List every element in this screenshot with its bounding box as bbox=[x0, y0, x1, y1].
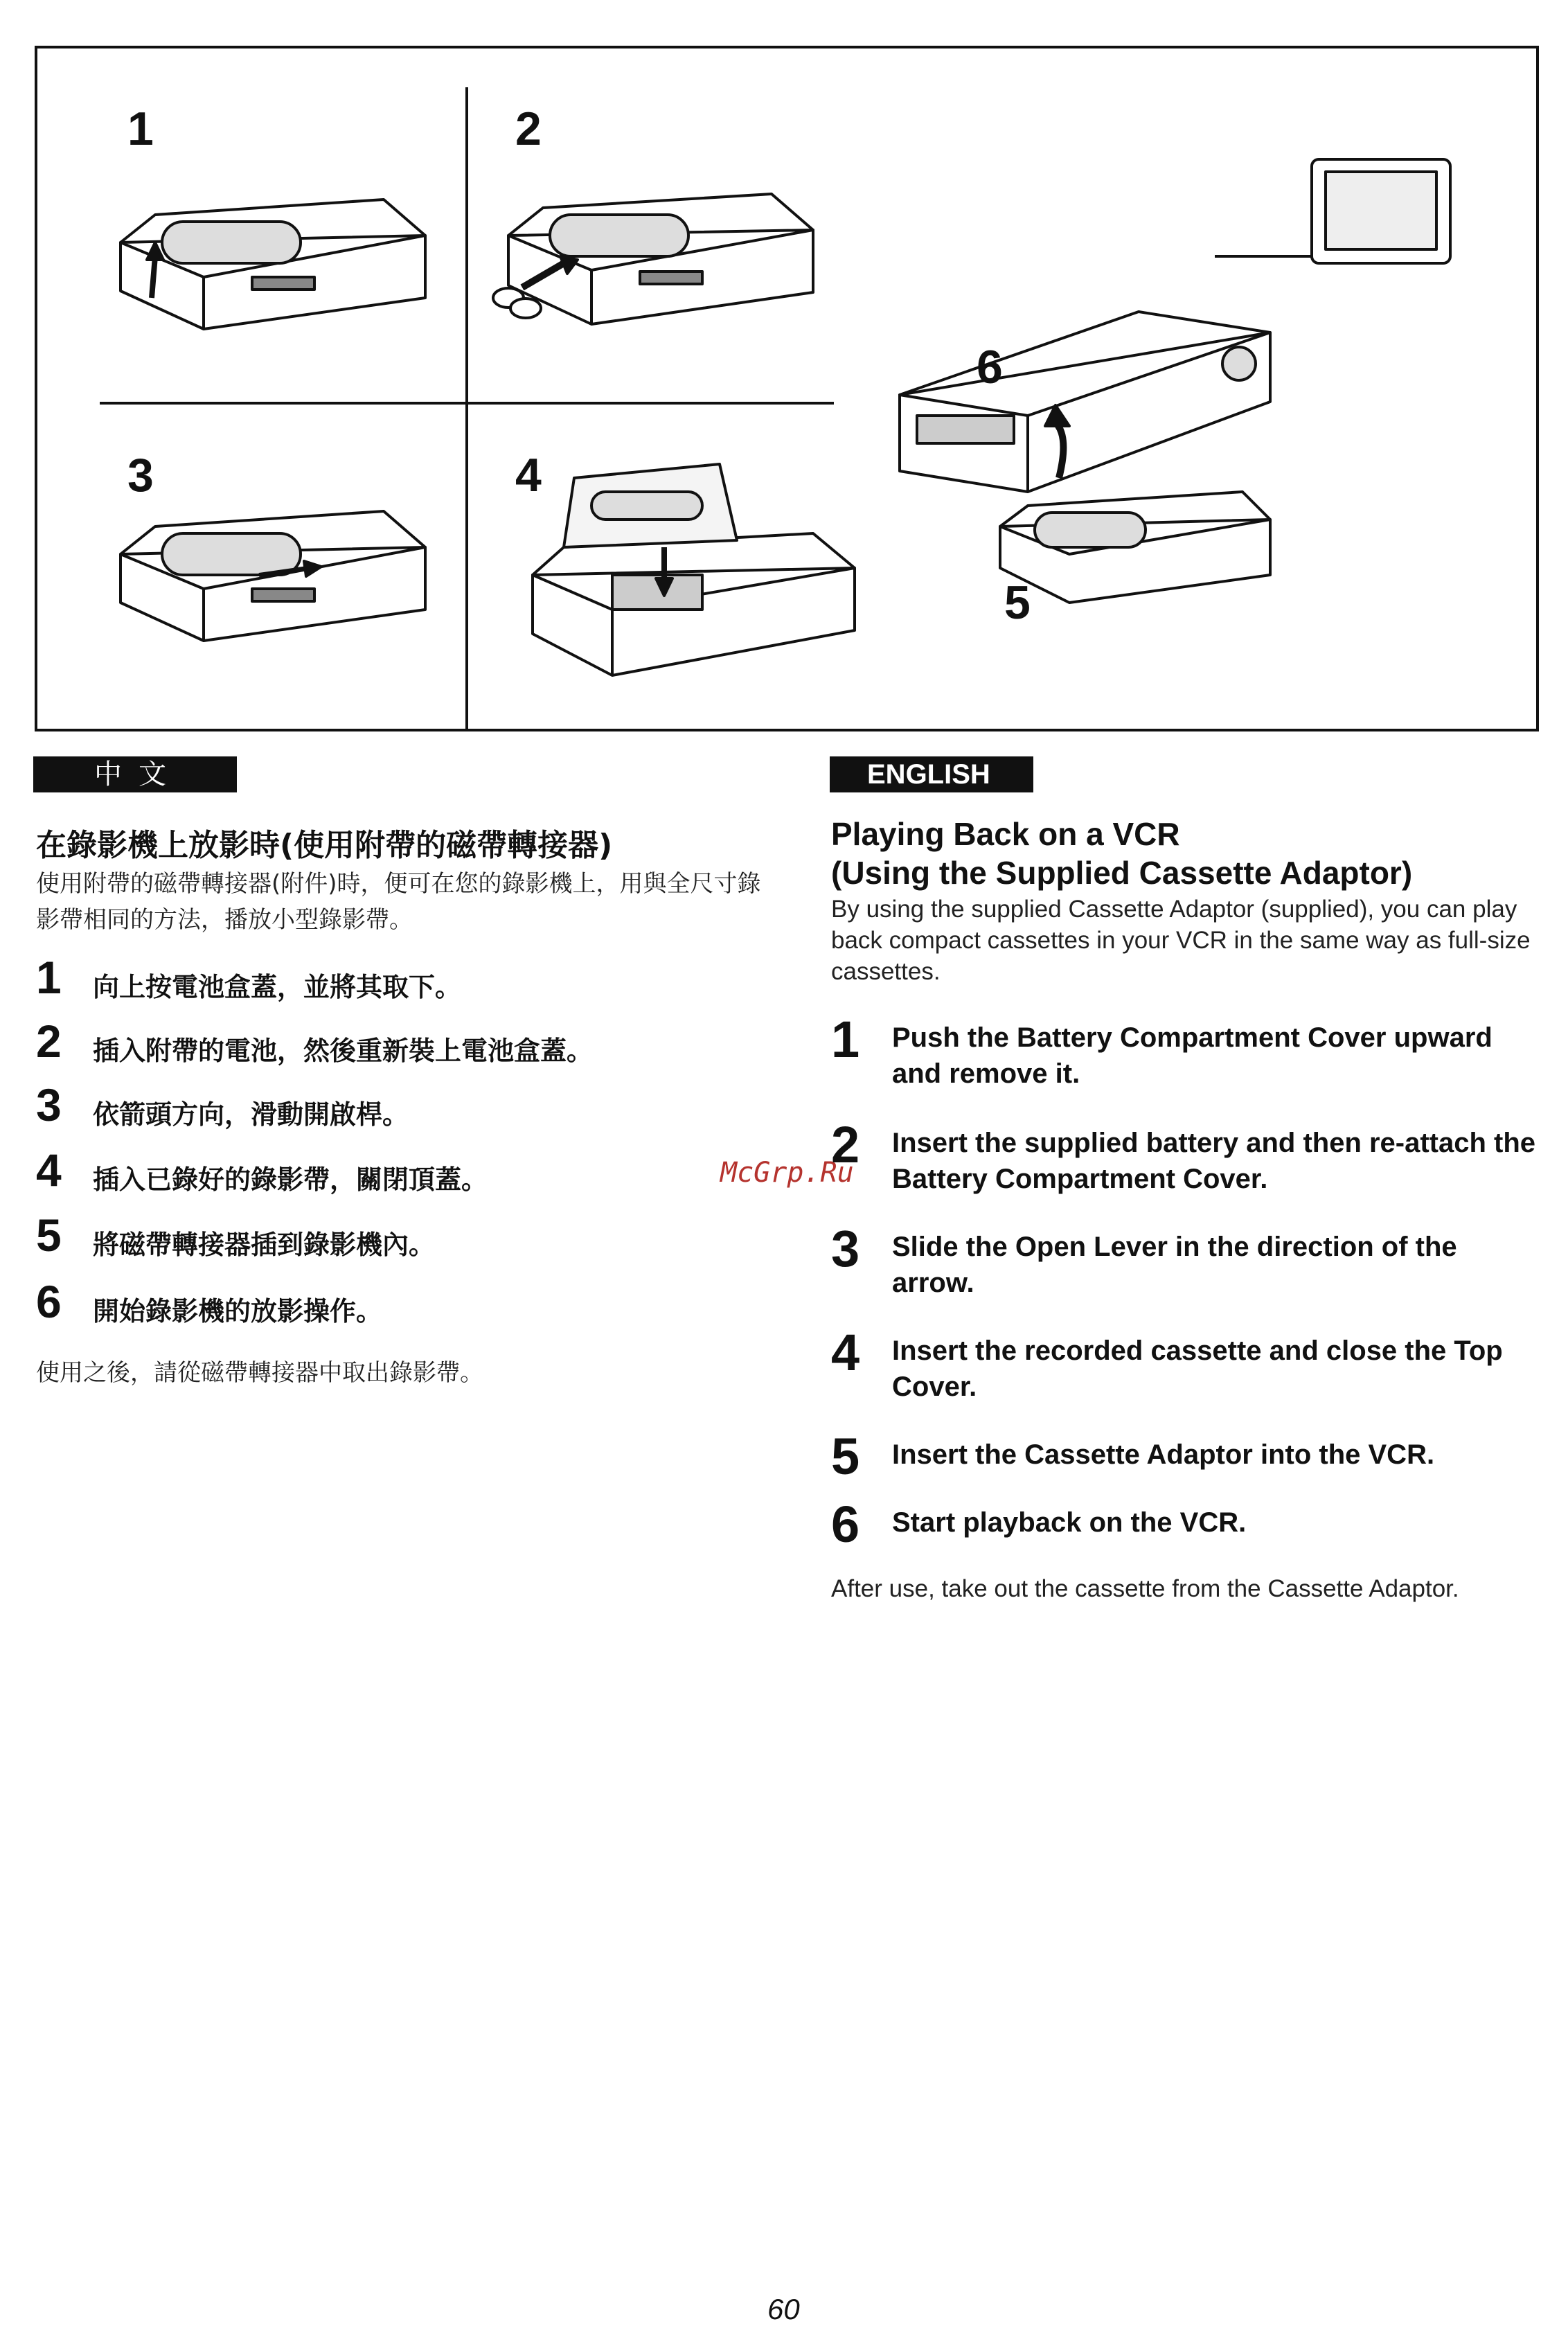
english-intro: By using the supplied Cassette Adaptor (supplied), you can play back compact cassettes in your VCR in the same way as full-size cassettes. bbox=[831, 896, 1531, 985]
step-text: 向上按電池盒蓋，並將其取下。 bbox=[93, 972, 462, 1002]
step-text: 將磁帶轉接器插到錄影機內。 bbox=[93, 1230, 436, 1260]
figure-label-3: 3 bbox=[127, 449, 154, 502]
step-text: Push the Battery Compartment Cover upward and remove it. bbox=[892, 1022, 1493, 1089]
panel-3-adaptor bbox=[121, 511, 425, 641]
chinese-section-tag: 中文 bbox=[33, 756, 237, 792]
figure-label-4: 4 bbox=[515, 449, 542, 502]
step-number: 3 bbox=[36, 1079, 62, 1130]
panel-4-adaptor bbox=[533, 464, 855, 675]
chinese-after-note: 使用之後，請從磁帶轉接器中取出錄影帶。 bbox=[36, 1359, 483, 1387]
step-text: 插入附帶的電池，然後重新裝上電池盒蓋。 bbox=[93, 1036, 594, 1066]
step-number: 4 bbox=[831, 1324, 860, 1381]
step-number: 2 bbox=[36, 1015, 62, 1067]
panel-1-adaptor bbox=[121, 199, 425, 329]
step-text: Insert the supplied battery and then re-attach the Battery Compartment Cover. bbox=[892, 1128, 1536, 1194]
english-after-note: After use, take out the cassette from the Cassette Adaptor. bbox=[831, 1575, 1459, 1602]
step-number: 1 bbox=[831, 1011, 860, 1068]
step-text: Insert the recorded cassette and close the Top Cover. bbox=[892, 1336, 1503, 1402]
figure-label-2: 2 bbox=[515, 103, 542, 155]
illustration-drawing bbox=[37, 48, 1536, 729]
step-number: 2 bbox=[831, 1116, 860, 1173]
english-heading-line-2: (Using the Supplied Cassette Adaptor) bbox=[831, 855, 1413, 891]
step-text: Insert the Cassette Adaptor into the VCR. bbox=[892, 1439, 1435, 1470]
chinese-intro: 使用附帶的磁帶轉接器(附件)時，便可在您的錄影機上，用與全尺寸錄影帶相同的方法，播放小型錄影帶。 bbox=[36, 870, 761, 934]
english-heading bbox=[831, 815, 1412, 892]
illustration-figure bbox=[35, 46, 1539, 731]
step-number: 6 bbox=[36, 1276, 62, 1327]
figure-label-1: 1 bbox=[127, 103, 154, 155]
panel-2-adaptor bbox=[493, 194, 813, 324]
step-number: 5 bbox=[831, 1428, 860, 1485]
watermark: McGrp.Ru bbox=[720, 1157, 854, 1189]
step-number: 3 bbox=[831, 1220, 860, 1277]
step-number: 5 bbox=[36, 1209, 62, 1261]
english-section-tag: ENGLISH bbox=[830, 756, 1033, 792]
step-number: 4 bbox=[36, 1144, 62, 1196]
step-number: 1 bbox=[36, 952, 62, 1003]
step-text: Start playback on the VCR. bbox=[892, 1507, 1247, 1538]
chinese-heading: 在錄影機上放影時(使用附帶的磁帶轉接器) bbox=[36, 828, 613, 863]
step-text: 插入已錄好的錄影帶，關閉頂蓋。 bbox=[93, 1164, 488, 1195]
figure-label-6: 6 bbox=[977, 341, 1003, 393]
step-number: 6 bbox=[831, 1496, 860, 1553]
step-text: 開始錄影機的放影操作。 bbox=[93, 1296, 383, 1327]
english-heading-line-1: Playing Back on a VCR bbox=[831, 816, 1180, 852]
figure-label-5: 5 bbox=[1004, 576, 1031, 629]
page-number: 60 bbox=[767, 2293, 800, 2325]
step-text: 依箭頭方向，滑動開啟桿。 bbox=[93, 1099, 409, 1130]
step-text: Slide the Open Lever in the direction of the arrow. bbox=[892, 1232, 1457, 1298]
